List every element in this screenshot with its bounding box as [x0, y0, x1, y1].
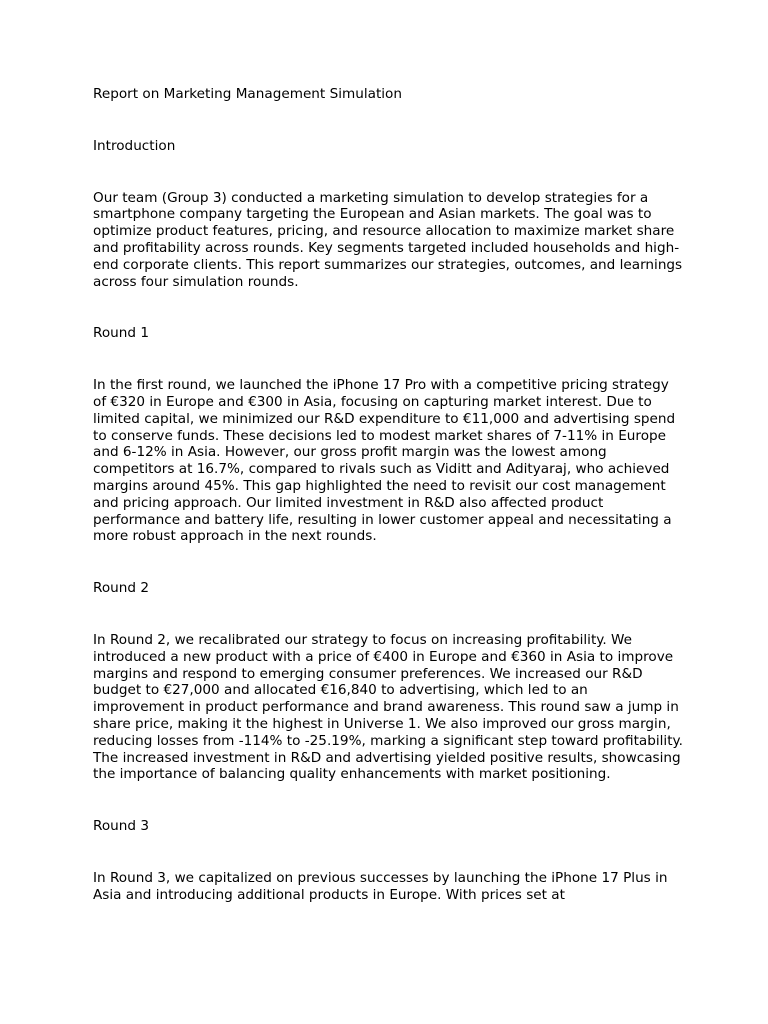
document-content: [93, 86, 683, 939]
document-title: Report on Marketing Management Simulation: [93, 86, 402, 102]
section-heading-introduction: Introduction: [93, 137, 176, 154]
section-body-introduction: Our team (Group 3) conducted a marketing simulation to develop strategies for a smartphone company targeting the European and Asian markets. The goal was to optimize product features, pricing, and resource allocation to maximize market share and profitability across rounds. Key segments targeted included households and high-end corporate clients. This report summarizes our strategies, outcomes, and learnings across four simulation rounds.: [93, 189, 683, 290]
section-body-round-2: In Round 2, we recalibrated our strategy to focus on increasing profitability. We introduced a new product with a price of €400 in Europe and €360 in Asia to improve margins and respond to emerging consumer preferences. We increased our R&D budget to €27,000 and allocated €16,840 to advertising, which led to an improvement in product performance and brand awareness. This round saw a jump in share price, making it the highest in Universe 1. We also improved our gross margin, reducing losses from -114% to -25.19%, marking a significant step toward profitability. The increased investment in R&D and advertising yielded positive results, showcasing the importance of balancing quality enhancements with market positioning.: [93, 631, 683, 783]
section-heading-round-1: Round 1: [93, 325, 149, 342]
section-body-round-3: In Round 3, we capitalized on previous successes by launching the iPhone 17 Plus in Asia and introducing additional products in Europe. With prices set at: [93, 869, 668, 903]
section-body-round-1: In the first round, we launched the iPhone 17 Pro with a competitive pricing strategy of €320 in Europe and €300 in Asia, focusing on capturing market interest. Due to limited capital, we minimized our R&D expenditure to €11,000 and advertising spend to conserve funds. These decisions led to modest market shares of 7-11% in Europe and 6-12% in Asia. However, our gross profit margin was the lowest among competitors at 16.7%, compared to rivals such as Viditt and Adityaraj, who achieved margins around 45%. This gap highlighted the need to revisit our cost management and pricing approach. Our limited investment in R&D also affected product performance and battery life, resulting in lower customer appeal and necessitating a more robust approach in the next rounds.: [93, 377, 676, 545]
section-heading-round-3: Round 3: [93, 818, 149, 835]
section-heading-round-2: Round 2: [93, 580, 149, 597]
